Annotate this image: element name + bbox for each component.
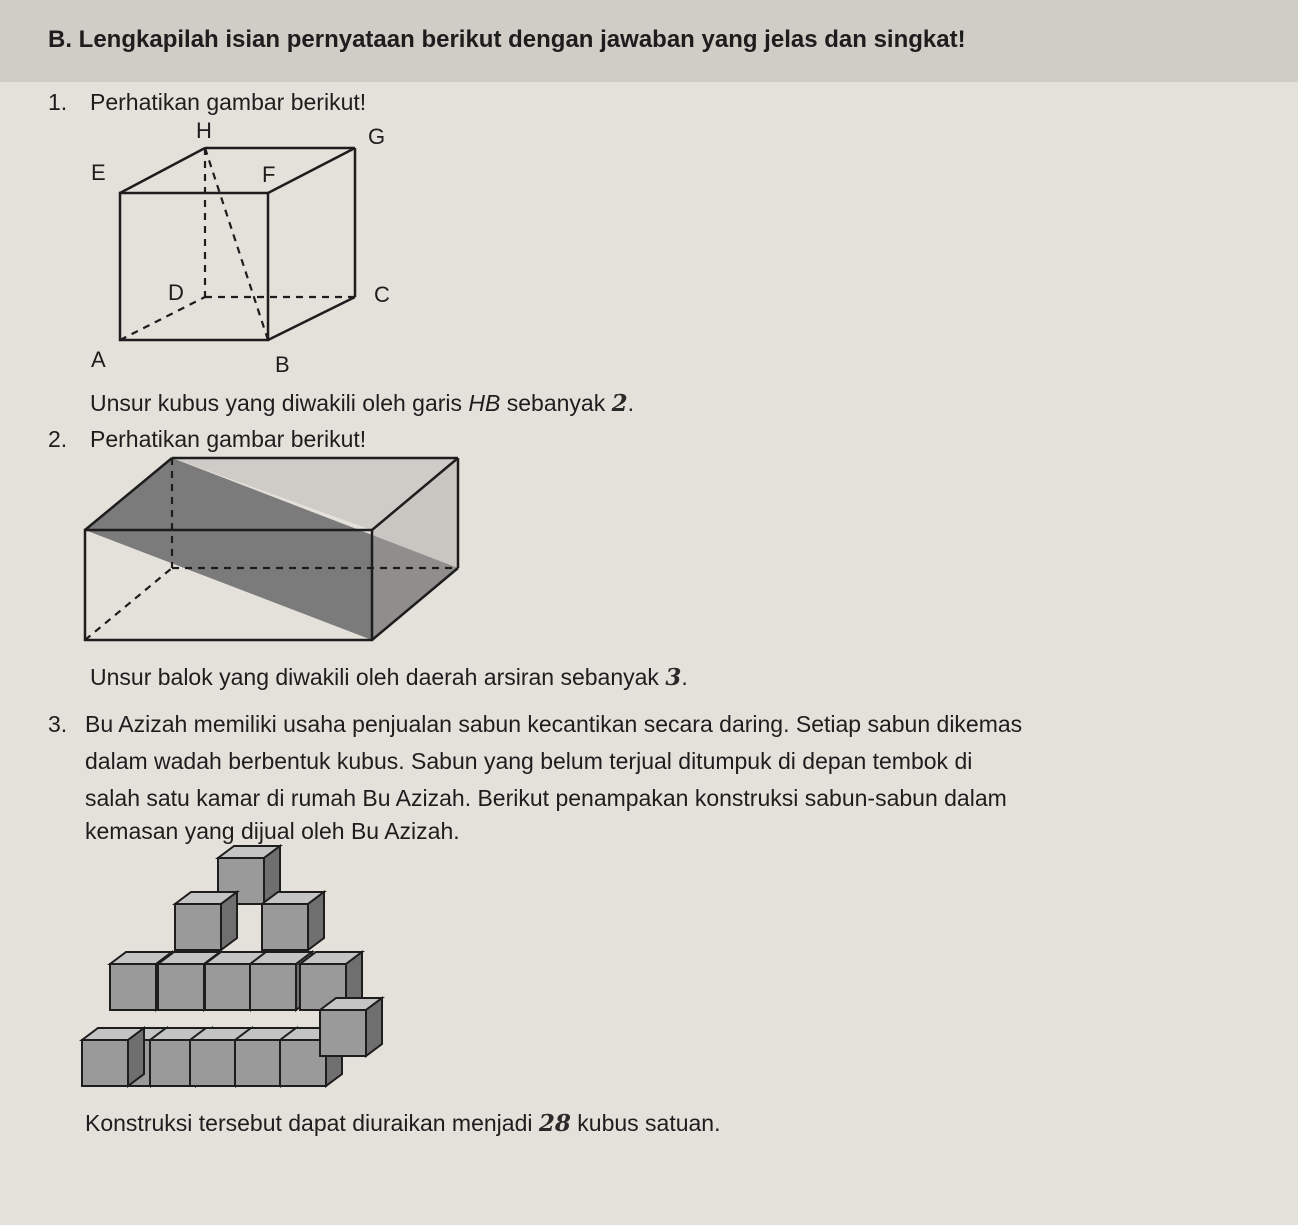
- vertex-d-label: D: [168, 280, 184, 305]
- q2-instruction: Perhatikan gambar berikut!: [90, 426, 367, 452]
- q3-line-4: kemasan yang dijual oleh Bu Azizah.: [85, 818, 460, 844]
- q1-instruction: Perhatikan gambar berikut!: [90, 89, 367, 115]
- q1-number: 1.: [48, 89, 68, 115]
- vertex-f-label: F: [262, 162, 276, 187]
- vertex-e-label: E: [91, 160, 106, 185]
- q3-line-2: dalam wadah berbentuk kubus. Sabun yang belum terjual ditumpuk di depan tembok di: [85, 748, 973, 774]
- cube-15: [82, 1028, 144, 1086]
- q3-answer: 28: [538, 1110, 571, 1137]
- q2-answer: 3: [665, 664, 682, 691]
- cube-14: [320, 998, 382, 1056]
- q3-line-3: salah satu kamar di rumah Bu Azizah. Berikut penampakan konstruksi sabun-sabun dalam: [85, 785, 1007, 811]
- q3-statement: Konstruksi tersebut dapat diuraikan menjadi 28 kubus satuan.: [85, 1110, 721, 1137]
- vertex-h-label: H: [196, 118, 212, 143]
- vertex-a-label: A: [91, 347, 106, 372]
- q3-number: 3.: [48, 711, 68, 737]
- cube-3: [262, 892, 324, 950]
- q1-answer: 2: [611, 390, 628, 417]
- q2-statement: Unsur balok yang diwakili oleh daerah arsiran sebanyak 3.: [90, 664, 688, 691]
- vertex-b-label: B: [275, 352, 290, 377]
- q2-number: 2.: [48, 426, 68, 452]
- section-heading: B. Lengkapilah isian pernyataan berikut dengan jawaban yang jelas dan singkat!: [48, 26, 966, 53]
- vertex-g-label: G: [368, 124, 386, 149]
- q1-statement: Unsur kubus yang diwakili oleh garis HB sebanyak 2.: [90, 390, 635, 417]
- q3-line-1: Bu Azizah memiliki usaha penjualan sabun kecantikan secara daring. Setiap sabun dikemas: [85, 711, 1023, 737]
- vertex-c-label: C: [374, 282, 390, 307]
- cube-2: [175, 892, 237, 950]
